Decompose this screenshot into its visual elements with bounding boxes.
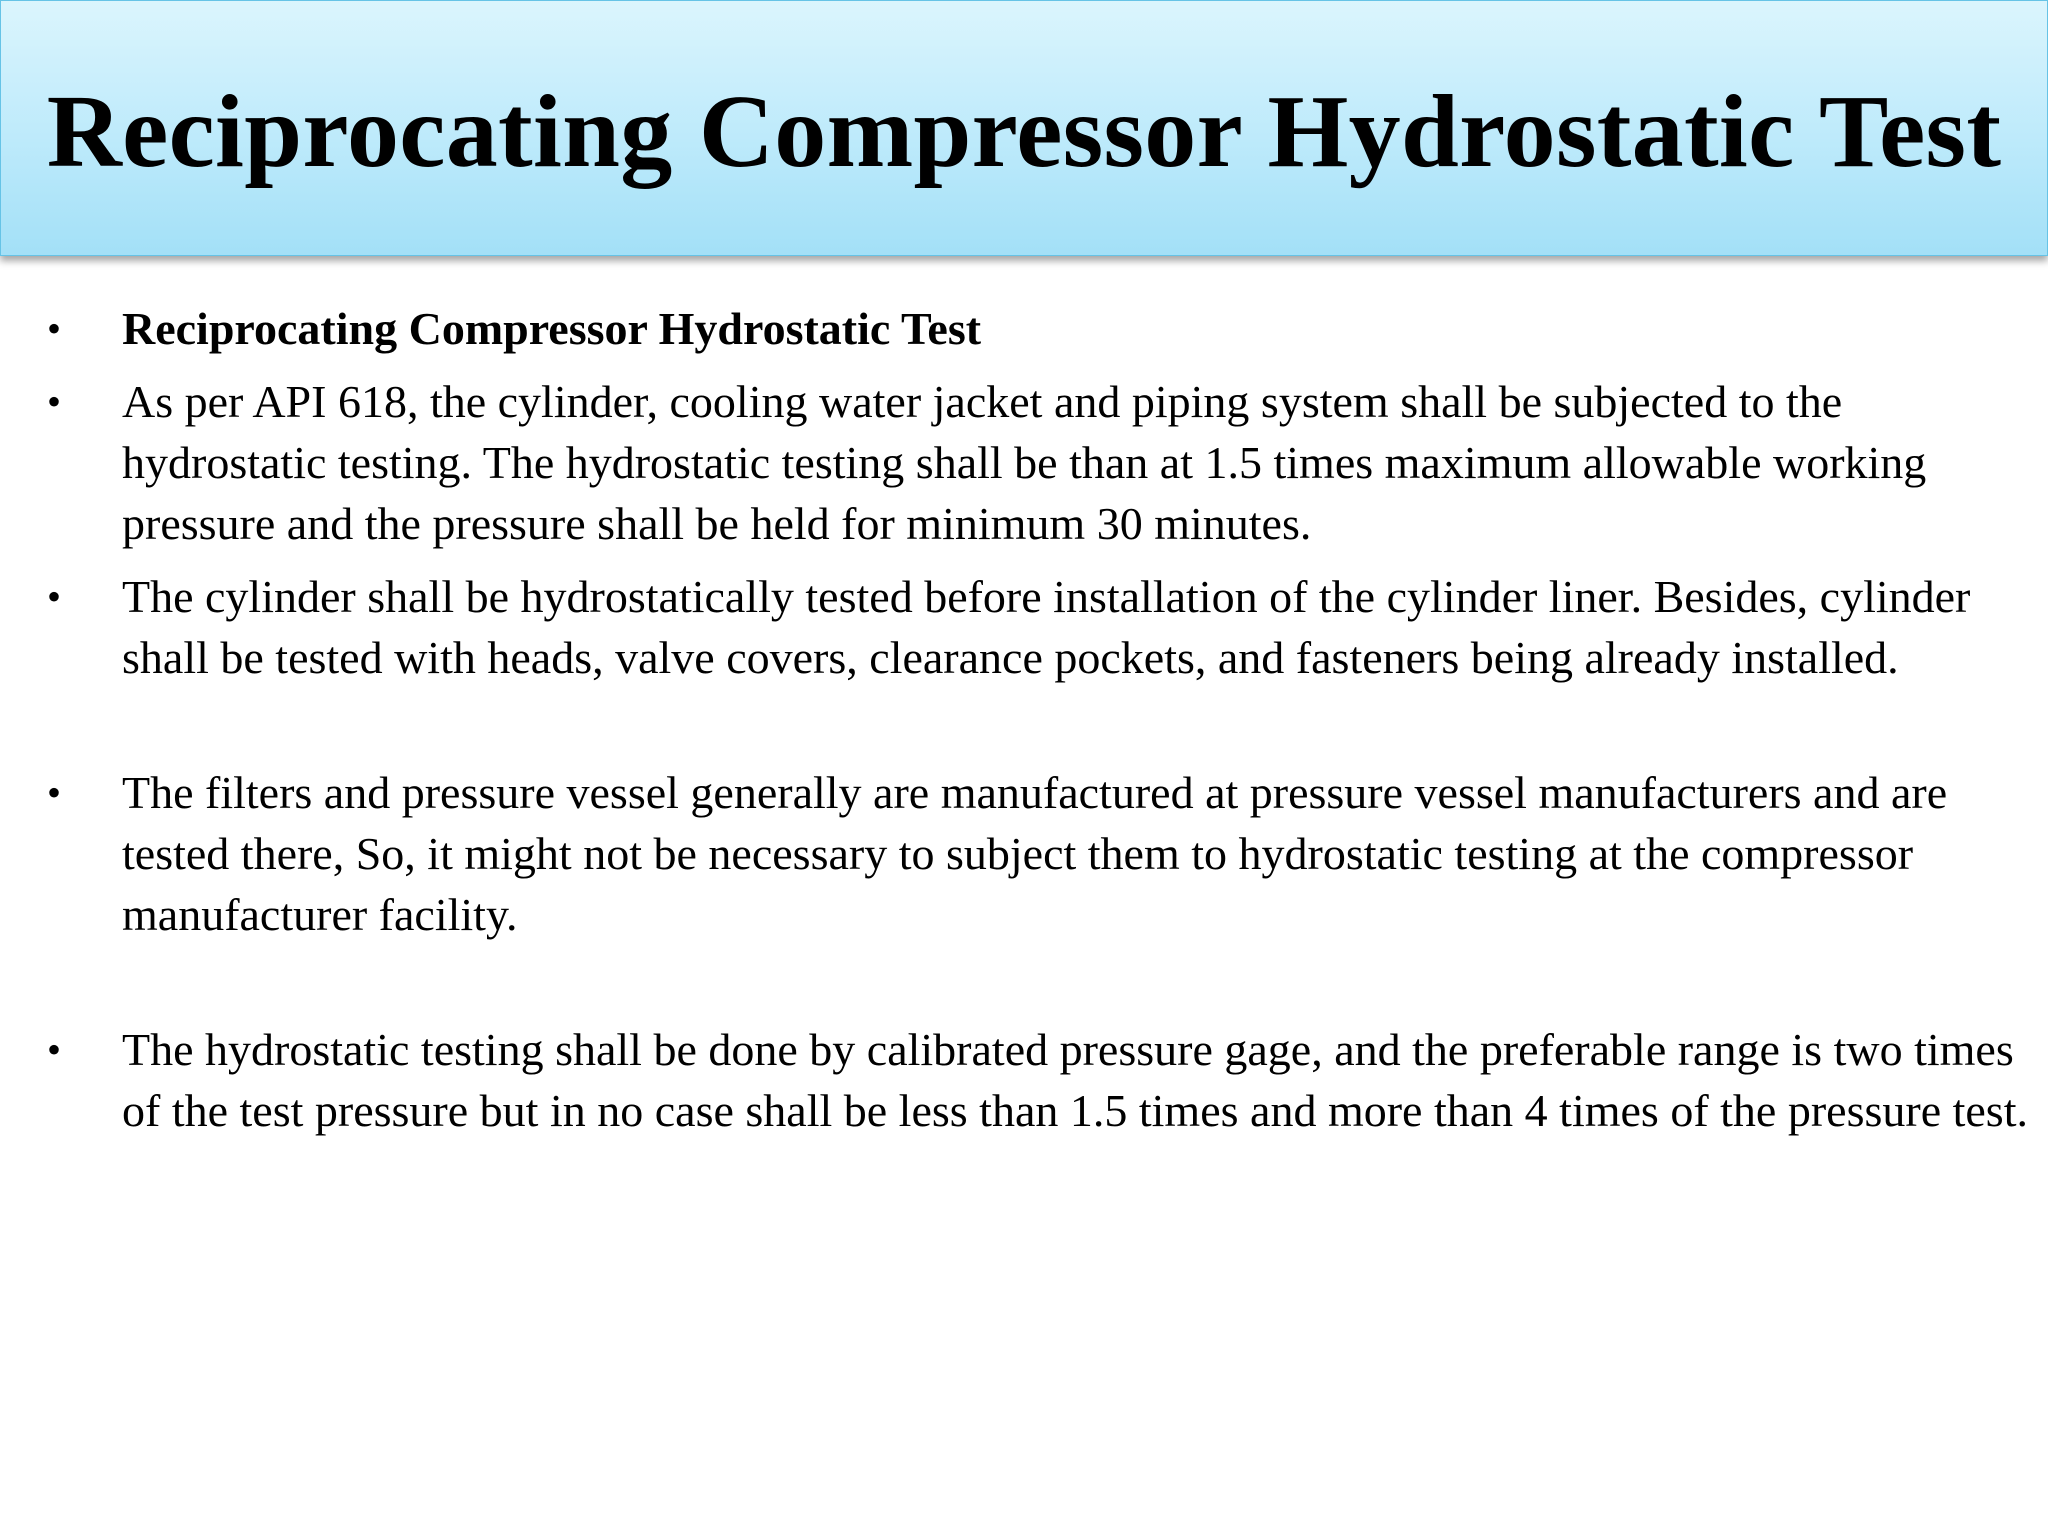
bullet-marker: • — [46, 1027, 61, 1072]
bullet-marker: • — [46, 379, 61, 424]
bullet-item — [0, 1019, 2048, 1141]
bullet-text: The filters and pressure vessel generally are manufactured at pressure vessel manufacturers and are tested there, So, it might not be necessary to subject them to hydrostatic testing at the compressor manufacturer facility. — [122, 767, 1948, 940]
bullet-marker: • — [46, 306, 61, 351]
bullet-item — [0, 298, 2048, 359]
bullet-marker: • — [46, 770, 61, 815]
title-banner — [0, 0, 2048, 256]
bullet-text: The cylinder shall be hydrostatically tested before installation of the cylinder liner. Besides, cylinder shall be tested with heads, valve covers, clearance pockets, and fasteners being already installed. — [122, 571, 1971, 683]
bullet-list — [0, 298, 2048, 1153]
bullet-item — [0, 371, 2048, 554]
bullet-text: As per API 618, the cylinder, cooling water jacket and piping system shall be subjected to the hydrostatic testing. The hydrostatic testing shall be than at 1.5 times maximum allowable working pressure and the pressure shall be held for minimum 30 minutes. — [122, 376, 1927, 549]
slide-title: Reciprocating Compressor Hydrostatic Test — [46, 74, 2002, 189]
bullet-item — [0, 762, 2048, 945]
bullet-marker: • — [46, 574, 61, 619]
bullet-heading-text: Reciprocating Compressor Hydrostatic Test — [122, 303, 982, 354]
bullet-text: The hydrostatic testing shall be done by calibrated pressure gage, and the preferable range is two times of the test pressure but in no case shall be less than 1.5 times and more than 4 times of the pressure test. — [122, 1024, 2028, 1136]
bullet-item — [0, 566, 2048, 688]
